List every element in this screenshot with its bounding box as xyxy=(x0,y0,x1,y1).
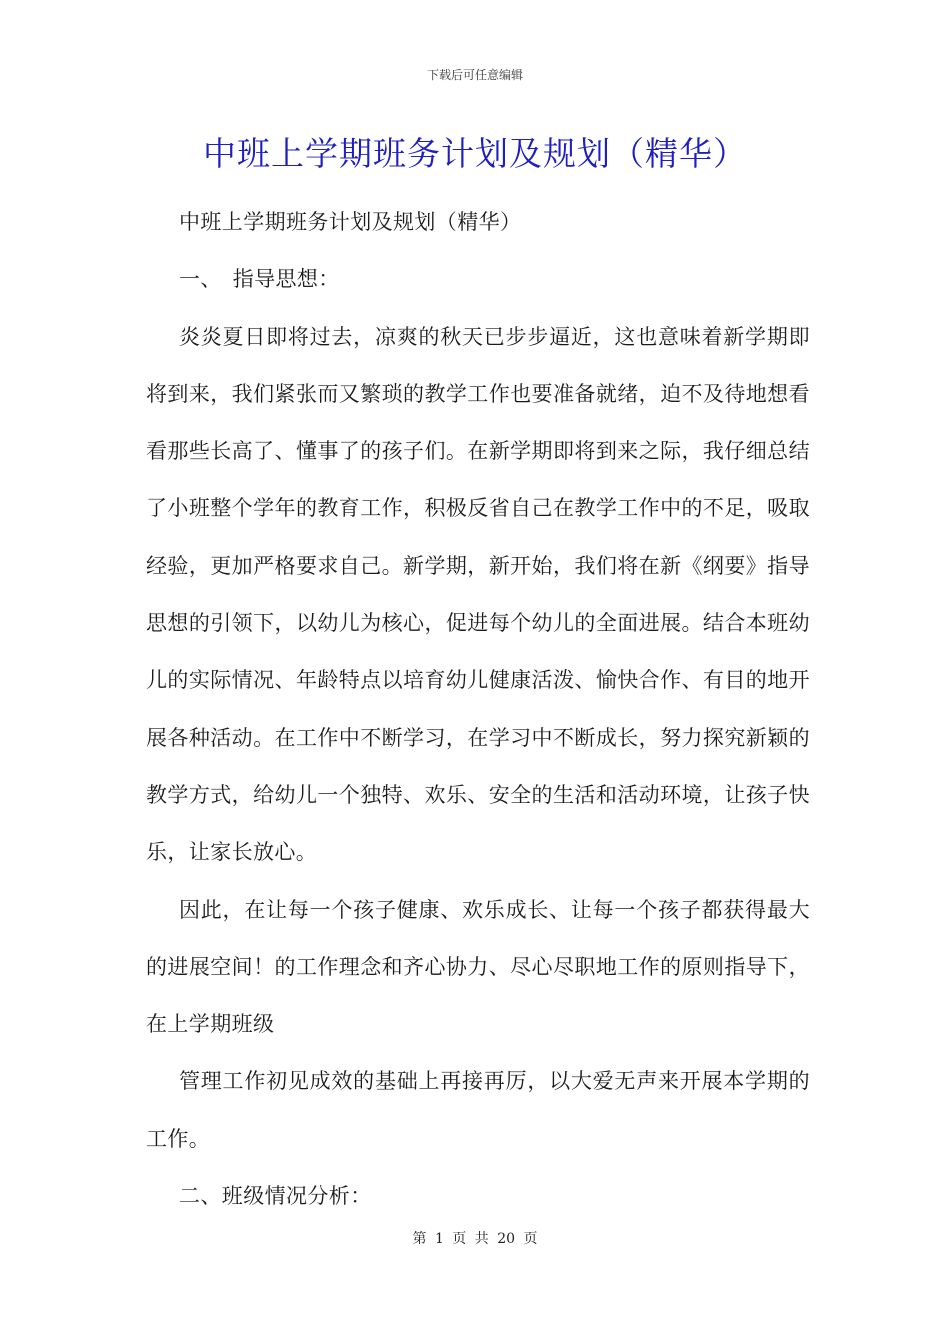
body-paragraph: 管理工作初见成效的基础上再接再厉，以大爱无声来开展本学期的工作。 xyxy=(146,1069,810,1151)
document-body xyxy=(146,194,810,1225)
section-heading-guiding-thought: 一、 指导思想： xyxy=(179,267,340,292)
body-paragraph: 因此，在让每一个孩子健康、欢乐成长、让每一个孩子都获得最大的进展空间！的工作理念和齐心协力、尽心尽职地工作的原则指导下，在上学期班级 xyxy=(146,897,810,1037)
document-title: 中班上学期班务计划及规划（精华） xyxy=(203,134,747,173)
page-number-footer: 第 1 页 共 20 页 xyxy=(412,1231,538,1247)
body-paragraph: 炎炎夏日即将过去，凉爽的秋天已步步逼近，这也意味着新学期即将到来，我们紧张而又繁琐的教学工作也要准备就绪，迫不及待地想看看那些长高了、懂事了的孩子们。在新学期即将到来之际，我仔细总结了小班整个学年的教育工作，积极反省自己在教学工作中的不足，吸取经验，更加严格要求自己。新学期，新开始，我们将在新《纲要》指导思想的引领下，以幼儿为核心，促进每个幼儿的全面进展。结合本班幼儿的实际情况、年龄特点以培育幼儿健康活泼、愉快合作、有目的地开展各种活动。在工作中不断学习，在学习中不断成长，努力探究新颖的教学方式，给幼儿一个独特、欢乐、安全的生活和活动环境，让孩子快乐，让家长放心。 xyxy=(146,324,810,865)
section-heading-class-analysis: 二、班级情况分析： xyxy=(179,1184,372,1209)
subtitle-paragraph: 中班上学期班务计划及规划（精华） xyxy=(179,210,522,234)
download-note: 下载后可任意编辑 xyxy=(426,68,523,82)
